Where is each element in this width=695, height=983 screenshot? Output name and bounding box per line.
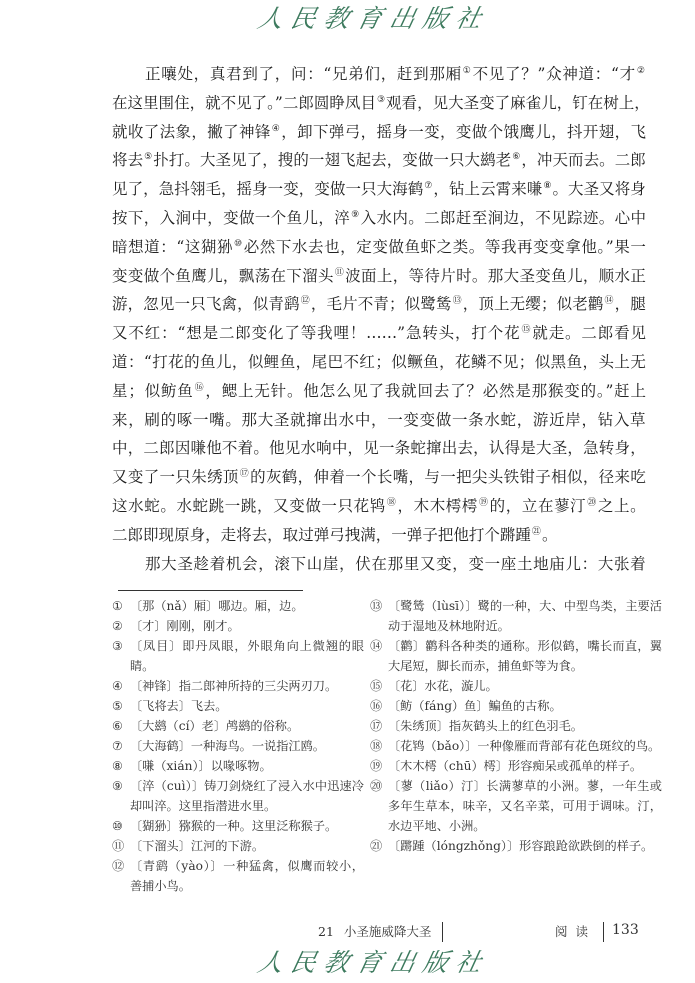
text-line: 来，刷的啄一嘴。那大圣就撺出水中，一变变做一条水蛇，游近岸，钻入草 (112, 410, 646, 429)
footnote-number: ⑮ (370, 679, 383, 693)
footnote-text: 〔花〕水花，漩儿。 (388, 679, 498, 693)
footnote-number: ④ (112, 679, 123, 693)
text-line: 那大圣趁着机会，滚下山崖，伏在那里又变，变一座土地庙儿：大张着 (145, 554, 646, 573)
footnote-number: ① (112, 599, 123, 613)
footnote-text: 〔鹭鸶（lùsī）〕鹭的一种，大、中型鸟类，主要活动于湿地及林地附近。 (388, 599, 662, 633)
footnote-text: 〔飞将去〕飞去。 (130, 699, 228, 713)
text-line: 正嚷处，真君到了，问：“兄弟们，赶到那厢①不见了？”众神道：“才② (145, 65, 645, 83)
footnote-item (112, 716, 364, 736)
footnote-item (112, 676, 364, 696)
footnote-number: ② (112, 619, 123, 633)
footnote-marker: ⑫ (300, 296, 310, 307)
footnote-text: 〔神锋〕指二郎神所持的三尖两刃刀。 (130, 679, 338, 693)
footnote-marker: ⑨ (351, 209, 360, 220)
footnote-text: 〔木木樗（chū）樗〕形容痴呆或孤单的样子。 (388, 759, 643, 773)
footnote-number: ⑬ (370, 599, 383, 613)
footnote-text: 〔猢狲〕猕猴的一种。这里泛称猴子。 (130, 819, 338, 833)
footnote-text: 〔朱绣顶〕指灰鹤头上的红色羽毛。 (388, 719, 583, 733)
footnote-item (370, 836, 662, 856)
footnote-marker: ⑥ (512, 152, 521, 163)
footnote-text: 〔下溜头〕江河的下游。 (130, 839, 265, 853)
body-text (112, 60, 650, 578)
footnote-item (370, 736, 662, 756)
footer-divider (603, 922, 604, 942)
text-line: 又变了一只朱绣顶⑰的灰鹤，伸着一个长嘴，与一把尖头铁钳子相似，径来吃 (112, 468, 646, 487)
footnote-text: 〔大海鹤〕一种海鸟。一说指江鸥。 (130, 739, 325, 753)
footnote-marker: ⑪ (334, 267, 345, 278)
footnote-divider (118, 590, 303, 591)
footnote-number: ⑩ (112, 819, 123, 833)
footnote-number: ⑥ (112, 719, 123, 733)
footnote-marker: ⑮ (521, 325, 532, 336)
footnote-marker: ⑧ (543, 181, 552, 192)
footnote-number: ⑳ (370, 779, 383, 793)
publisher-logo-top: 人民教育出版社 (255, 4, 493, 33)
footnote-text: 〔淬（cuì）〕铸刀剑烧红了浸入水中迅速冷却叫淬。这里指潜进水里。 (130, 779, 364, 813)
footnote-item (370, 636, 662, 676)
footnote-marker: ⑱ (386, 497, 397, 508)
footnote-number: ⑯ (370, 699, 383, 713)
text-line: 又不红：“想是二郎变化了等我哩！……”急转头，打个花⑮就走。二郎看见 (112, 324, 646, 343)
footnote-number: ③ (112, 639, 123, 653)
footnote-text: 〔蓼（liǎo）汀〕长满蓼草的小洲。蓼，一年生或多年生草本，味辛，又名辛菜，可用于调味。汀，水边平地、小洲。 (388, 779, 662, 833)
footnote-item (112, 596, 364, 616)
footnote-number: ⑨ (112, 779, 123, 793)
text-line: 就收了法象，撇了神锋④，卸下弹弓，摇身一变，变做个饿鹰儿，抖开翅，飞 (112, 122, 646, 141)
footnote-number: ⑲ (370, 759, 383, 773)
footnote-number: ⑱ (370, 739, 383, 753)
footnote-text: 〔凤目〕即丹凤眼，外眼角向上微翘的眼睛。 (130, 639, 364, 673)
text-line: 暗想道：“这猢狲⑩必然下水去也，定变做鱼虾之类。等我再变变拿他。”果一 (112, 237, 646, 256)
footnote-text: 〔那（nǎ）厢〕哪边。厢，边。 (130, 599, 304, 613)
footnote-text: 〔花鸨（bǎo）〕一种像雁而背部有花色斑纹的鸟。 (388, 739, 661, 753)
text-line: 按下，入涧中，变做一个鱼儿，淬⑨入水内。二郎赶至涧边，不见踪迹。心中 (112, 208, 646, 227)
footnote-item (112, 756, 364, 776)
footnote-marker: ⑳ (587, 497, 597, 508)
footnote-marker: ⑦ (424, 181, 433, 192)
footnote-marker: ⑬ (452, 296, 462, 307)
footnote-text: 〔鹳〕鹳科各种类的通称。形似鹤，嘴长而直，翼大尾短，脚长而赤，捕鱼虾等为食。 (388, 639, 662, 673)
footnote-marker: ⑰ (239, 469, 250, 480)
footnote-number: ⑭ (370, 639, 383, 653)
footnote-number: ⑪ (112, 839, 125, 853)
page-number: 133 (612, 922, 639, 938)
footer-divider (442, 922, 443, 942)
footnote-number: ⑰ (370, 719, 383, 733)
footnote-text: 〔青鹞（yào）〕一种猛禽，似鹰而较小，善捕小鸟。 (130, 859, 364, 893)
text-line: 这水蛇。水蛇跳一跳，又变做一只花鸨⑱，木木樗樗⑲的，立在蓼汀⑳之上。 (112, 496, 646, 515)
text-line: 二郎即现原身，走将去，取过弹弓拽满，一弹子把他打个蹡踵$^㉑$。 (112, 525, 558, 544)
footer-section: 阅读 (555, 924, 597, 939)
footnote-number: ⑦ (112, 739, 123, 753)
footnote-marker: ③ (376, 94, 386, 105)
footer-lesson (318, 924, 431, 940)
lesson-title: 小圣施威降大圣 (343, 924, 432, 939)
footnote-text: 〔大鹚（cí）老〕鸬鹚的俗称。 (130, 719, 300, 733)
footnote-marker: ㉑ (531, 526, 541, 537)
footnote-item (112, 636, 364, 676)
footnotes-left-column (112, 596, 364, 896)
text-line: 星；似鲂鱼⑯，鳃上无针。他怎么见了我就回去了？必然是那猴变的。”赶上 (112, 381, 646, 400)
footnote-text: 〔才〕刚刚，刚才。 (130, 619, 240, 633)
footnotes-right-column (370, 596, 662, 856)
footnote-item (370, 676, 662, 696)
footnote-marker: ④ (271, 123, 281, 134)
footnote-marker: ⑭ (604, 296, 614, 307)
footnote-marker: ② (636, 66, 645, 76)
footnote-text: 〔嗛（xián）〕以喙啄物。 (130, 759, 272, 773)
footnote-item (370, 756, 662, 776)
footnote-marker: ⑤ (144, 152, 153, 163)
footnote-number: ⑫ (112, 859, 125, 873)
lesson-number: 21 (318, 924, 334, 939)
footnote-number: ㉑ (370, 839, 383, 853)
footnote-text: 〔蹡踵（lóngzhǒng）〕形容踉跄欲跌倒的样子。 (388, 839, 654, 853)
footnote-marker: ⑩ (234, 238, 243, 249)
footnote-item (112, 816, 364, 836)
footnote-item (112, 776, 364, 816)
footnote-marker: ⑯ (194, 382, 205, 393)
footnote-text: 〔鲂（fáng）鱼〕鳊鱼的古称。 (388, 699, 562, 713)
publisher-logo-bottom: 人民教育出版社 (255, 948, 493, 977)
footnote-item (112, 856, 364, 896)
text-line: 见了，急抖翎毛，摇身一变，变做一只大海鹤⑦，钻上云霄来嗛⑧。大圣又将身 (112, 180, 646, 199)
footnote-marker: ⑲ (479, 497, 489, 508)
footnote-item (370, 776, 662, 836)
text-line: 游，忽见一只飞禽，似青鹞⑫，毛片不青；似鹭鸶⑬，顶上无缨；似老鹳⑭，腿 (112, 295, 646, 314)
footnote-item (112, 836, 364, 856)
text-line: 将去⑤扑打。大圣见了，搜的一翅飞起去，变做一只大鹚老⑥，冲天而去。二郎 (112, 151, 646, 170)
text-line: 道：“打花的鱼儿，似鲤鱼，尾巴不红；似鳜鱼，花鳞不见；似黑鱼，头上无 (112, 352, 646, 371)
footnote-number: ⑤ (112, 699, 123, 713)
text-line: 在这里围住，就不见了。”二郎圆睁凤目③观看，见大圣变了麻雀儿，钉在树上， (112, 93, 650, 112)
footnote-item (370, 696, 662, 716)
text-line: 变变做个鱼鹰儿，飘荡在下溜头⑪波面上，等待片时。那大圣变鱼儿，顺水正 (112, 266, 646, 285)
footnote-item (370, 596, 662, 636)
footnote-item (370, 716, 662, 736)
footnote-item (112, 616, 364, 636)
text-line: 中，二郎因嗛他不着。他见水响中，见一条蛇撺出去，认得是大圣，急转身， (112, 439, 646, 458)
footnote-marker: ① (462, 66, 472, 76)
footnote-item (112, 736, 364, 756)
footnote-item (112, 696, 364, 716)
footnote-number: ⑧ (112, 759, 123, 773)
